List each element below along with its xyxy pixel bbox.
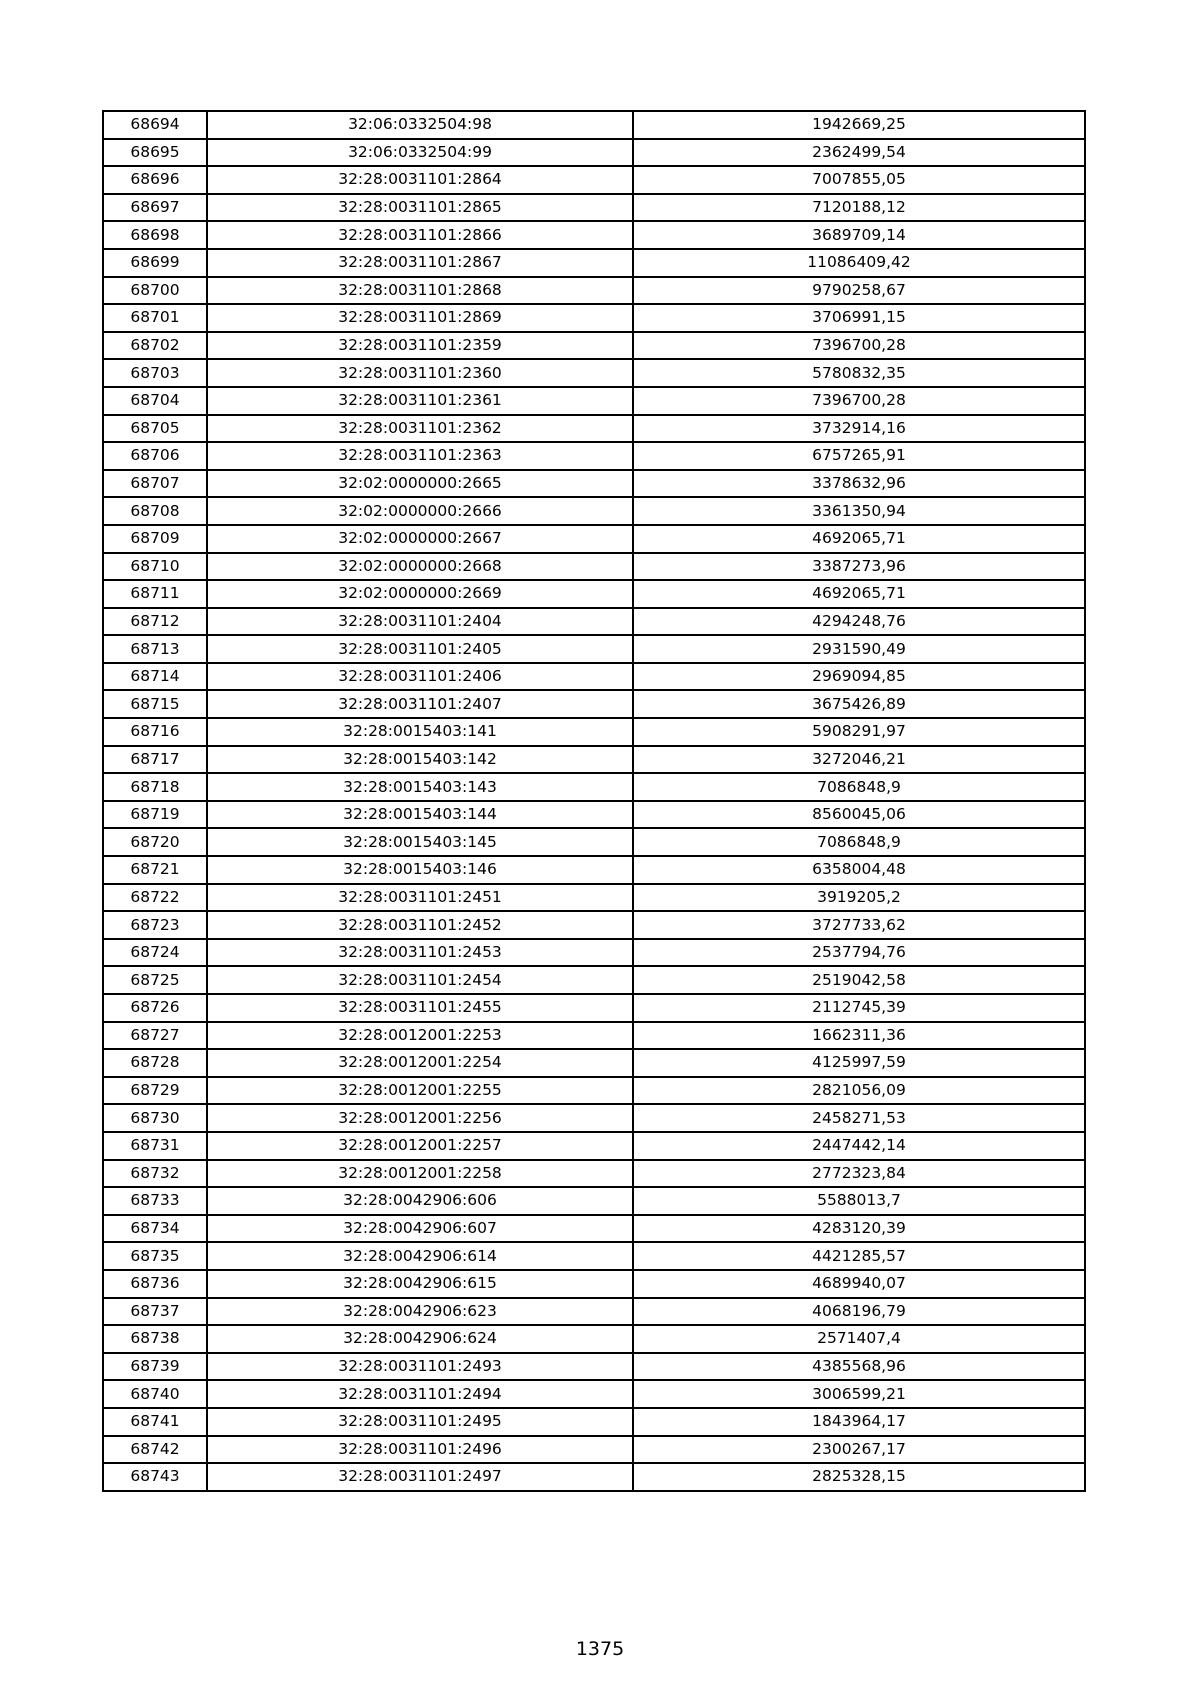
row-number-cell: 68720 <box>103 828 207 856</box>
table-row <box>103 1380 1085 1408</box>
cadastral-value-cell: 3706991,15 <box>633 304 1085 332</box>
cadastral-number-cell: 32:28:0042906:623 <box>207 1298 633 1326</box>
row-number-cell: 68710 <box>103 553 207 581</box>
cadastral-number-cell: 32:28:0042906:624 <box>207 1325 633 1353</box>
cadastral-number-cell: 32:28:0015403:145 <box>207 828 633 856</box>
row-number-cell: 68719 <box>103 801 207 829</box>
row-number-cell: 68712 <box>103 608 207 636</box>
table-row <box>103 553 1085 581</box>
cadastral-number-cell: 32:02:0000000:2669 <box>207 580 633 608</box>
cadastral-number-cell: 32:28:0031101:2407 <box>207 690 633 718</box>
cadastral-value-cell: 4689940,07 <box>633 1270 1085 1298</box>
cadastral-value-cell: 4068196,79 <box>633 1298 1085 1326</box>
table-row <box>103 1270 1085 1298</box>
cadastral-value-cell: 2519042,58 <box>633 966 1085 994</box>
cadastral-value-cell: 4283120,39 <box>633 1215 1085 1243</box>
cadastral-number-cell: 32:28:0012001:2254 <box>207 1049 633 1077</box>
cadastral-number-cell: 32:28:0031101:2494 <box>207 1380 633 1408</box>
row-number-cell: 68703 <box>103 359 207 387</box>
cadastral-value-cell: 5780832,35 <box>633 359 1085 387</box>
cadastral-value-cell: 11086409,42 <box>633 249 1085 277</box>
table-row <box>103 663 1085 691</box>
cadastral-value-cell: 3361350,94 <box>633 497 1085 525</box>
cadastral-number-cell: 32:28:0031101:2495 <box>207 1408 633 1436</box>
cadastral-value-cell: 3378632,96 <box>633 470 1085 498</box>
table-row <box>103 1325 1085 1353</box>
cadastral-number-cell: 32:28:0031101:2452 <box>207 911 633 939</box>
cadastral-number-cell: 32:28:0031101:2363 <box>207 442 633 470</box>
table-row <box>103 221 1085 249</box>
table-row <box>103 525 1085 553</box>
table-row <box>103 111 1085 139</box>
row-number-cell: 68716 <box>103 718 207 746</box>
cadastral-value-cell: 2931590,49 <box>633 635 1085 663</box>
row-number-cell: 68733 <box>103 1187 207 1215</box>
cadastral-value-cell: 9790258,67 <box>633 277 1085 305</box>
cadastral-number-cell: 32:02:0000000:2668 <box>207 553 633 581</box>
table-row <box>103 1022 1085 1050</box>
row-number-cell: 68706 <box>103 442 207 470</box>
cadastral-value-cell: 7120188,12 <box>633 194 1085 222</box>
cadastral-value-cell: 3006599,21 <box>633 1380 1085 1408</box>
table-row <box>103 1215 1085 1243</box>
cadastral-number-cell: 32:28:0031101:2869 <box>207 304 633 332</box>
cadastral-number-cell: 32:28:0012001:2256 <box>207 1104 633 1132</box>
cadastral-number-cell: 32:02:0000000:2667 <box>207 525 633 553</box>
row-number-cell: 68699 <box>103 249 207 277</box>
cadastral-value-cell: 2825328,15 <box>633 1463 1085 1491</box>
cadastral-value-cell: 4692065,71 <box>633 525 1085 553</box>
cadastral-value-cell: 7396700,28 <box>633 332 1085 360</box>
row-number-cell: 68739 <box>103 1353 207 1381</box>
cadastral-value-cell: 3919205,2 <box>633 884 1085 912</box>
cadastral-value-cell: 2537794,76 <box>633 939 1085 967</box>
cadastral-value-cell: 5588013,7 <box>633 1187 1085 1215</box>
table-row <box>103 635 1085 663</box>
table-row <box>103 773 1085 801</box>
cadastral-number-cell: 32:28:0042906:614 <box>207 1242 633 1270</box>
cadastral-value-cell: 4692065,71 <box>633 580 1085 608</box>
cadastral-number-cell: 32:02:0000000:2665 <box>207 470 633 498</box>
table-row <box>103 332 1085 360</box>
row-number-cell: 68702 <box>103 332 207 360</box>
cadastral-value-cell: 2772323,84 <box>633 1160 1085 1188</box>
cadastral-number-cell: 32:28:0031101:2361 <box>207 387 633 415</box>
row-number-cell: 68722 <box>103 884 207 912</box>
table-row <box>103 939 1085 967</box>
row-number-cell: 68734 <box>103 1215 207 1243</box>
table-row <box>103 718 1085 746</box>
row-number-cell: 68714 <box>103 663 207 691</box>
cadastral-value-cell: 2821056,09 <box>633 1077 1085 1105</box>
row-number-cell: 68711 <box>103 580 207 608</box>
cadastral-number-cell: 32:06:0332504:99 <box>207 139 633 167</box>
table-row <box>103 1463 1085 1491</box>
cadastral-value-cell: 4385568,96 <box>633 1353 1085 1381</box>
cadastral-number-cell: 32:28:0015403:144 <box>207 801 633 829</box>
table-row <box>103 1436 1085 1464</box>
row-number-cell: 68728 <box>103 1049 207 1077</box>
row-number-cell: 68737 <box>103 1298 207 1326</box>
cadastral-value-cell: 3727733,62 <box>633 911 1085 939</box>
row-number-cell: 68741 <box>103 1408 207 1436</box>
row-number-cell: 68729 <box>103 1077 207 1105</box>
table-row <box>103 166 1085 194</box>
table-row <box>103 911 1085 939</box>
cadastral-number-cell: 32:28:0031101:2404 <box>207 608 633 636</box>
cadastral-value-cell: 4125997,59 <box>633 1049 1085 1077</box>
table-row <box>103 1077 1085 1105</box>
row-number-cell: 68724 <box>103 939 207 967</box>
cadastral-value-cell: 2458271,53 <box>633 1104 1085 1132</box>
cadastral-number-cell: 32:28:0031101:2497 <box>207 1463 633 1491</box>
cadastral-value-cell: 4421285,57 <box>633 1242 1085 1270</box>
cadastral-number-cell: 32:28:0031101:2406 <box>207 663 633 691</box>
cadastral-number-cell: 32:28:0015403:142 <box>207 746 633 774</box>
table-row <box>103 966 1085 994</box>
cadastral-value-cell: 3732914,16 <box>633 415 1085 443</box>
cadastral-number-cell: 32:28:0015403:143 <box>207 773 633 801</box>
cadastral-value-cell: 2300267,17 <box>633 1436 1085 1464</box>
table-row <box>103 1242 1085 1270</box>
cadastral-number-cell: 32:28:0031101:2359 <box>207 332 633 360</box>
table-row <box>103 1353 1085 1381</box>
row-number-cell: 68730 <box>103 1104 207 1132</box>
row-number-cell: 68701 <box>103 304 207 332</box>
table-row <box>103 1104 1085 1132</box>
row-number-cell: 68700 <box>103 277 207 305</box>
row-number-cell: 68707 <box>103 470 207 498</box>
table-row <box>103 277 1085 305</box>
cadastral-number-cell: 32:28:0031101:2454 <box>207 966 633 994</box>
row-number-cell: 68696 <box>103 166 207 194</box>
cadastral-number-cell: 32:28:0031101:2866 <box>207 221 633 249</box>
table-row <box>103 1049 1085 1077</box>
cadastral-value-cell: 2112745,39 <box>633 994 1085 1022</box>
cadastral-number-cell: 32:28:0012001:2258 <box>207 1160 633 1188</box>
cadastral-number-cell: 32:28:0015403:141 <box>207 718 633 746</box>
table-row <box>103 994 1085 1022</box>
cadastral-number-cell: 32:28:0031101:2493 <box>207 1353 633 1381</box>
table-body <box>103 111 1085 1491</box>
row-number-cell: 68731 <box>103 1132 207 1160</box>
cadastral-value-cell: 8560045,06 <box>633 801 1085 829</box>
table-row <box>103 359 1085 387</box>
cadastral-number-cell: 32:28:0012001:2255 <box>207 1077 633 1105</box>
row-number-cell: 68732 <box>103 1160 207 1188</box>
cadastral-number-cell: 32:02:0000000:2666 <box>207 497 633 525</box>
row-number-cell: 68697 <box>103 194 207 222</box>
row-number-cell: 68717 <box>103 746 207 774</box>
cadastral-value-cell: 2969094,85 <box>633 663 1085 691</box>
table-row <box>103 828 1085 856</box>
row-number-cell: 68736 <box>103 1270 207 1298</box>
cadastral-value-cell: 3675426,89 <box>633 690 1085 718</box>
row-number-cell: 68742 <box>103 1436 207 1464</box>
table-row <box>103 1160 1085 1188</box>
row-number-cell: 68704 <box>103 387 207 415</box>
cadastral-number-cell: 32:28:0031101:2865 <box>207 194 633 222</box>
cadastral-number-cell: 32:28:0042906:615 <box>207 1270 633 1298</box>
table-row <box>103 415 1085 443</box>
cadastral-value-cell: 5908291,97 <box>633 718 1085 746</box>
row-number-cell: 68694 <box>103 111 207 139</box>
table-row <box>103 856 1085 884</box>
table-row <box>103 194 1085 222</box>
row-number-cell: 68743 <box>103 1463 207 1491</box>
page-number: 1375 <box>575 1638 625 1660</box>
cadastral-number-cell: 32:28:0031101:2453 <box>207 939 633 967</box>
cadastral-value-cell: 7007855,05 <box>633 166 1085 194</box>
table-row <box>103 580 1085 608</box>
cadastral-number-cell: 32:28:0012001:2253 <box>207 1022 633 1050</box>
cadastral-number-cell: 32:06:0332504:98 <box>207 111 633 139</box>
cadastral-value-cell: 3387273,96 <box>633 553 1085 581</box>
cadastral-value-cell: 7086848,9 <box>633 773 1085 801</box>
cadastral-value-cell: 4294248,76 <box>633 608 1085 636</box>
cadastral-number-cell: 32:28:0042906:607 <box>207 1215 633 1243</box>
cadastral-number-cell: 32:28:0012001:2257 <box>207 1132 633 1160</box>
cadastral-value-cell: 1843964,17 <box>633 1408 1085 1436</box>
row-number-cell: 68721 <box>103 856 207 884</box>
row-number-cell: 68715 <box>103 690 207 718</box>
table-row <box>103 470 1085 498</box>
cadastral-number-cell: 32:28:0031101:2362 <box>207 415 633 443</box>
cadastral-value-cell: 2447442,14 <box>633 1132 1085 1160</box>
row-number-cell: 68740 <box>103 1380 207 1408</box>
row-number-cell: 68725 <box>103 966 207 994</box>
cadastral-value-cell: 3689709,14 <box>633 221 1085 249</box>
table-row <box>103 1187 1085 1215</box>
cadastral-value-cell: 3272046,21 <box>633 746 1085 774</box>
table-row <box>103 442 1085 470</box>
table-row <box>103 1132 1085 1160</box>
row-number-cell: 68738 <box>103 1325 207 1353</box>
cadastral-value-cell: 7396700,28 <box>633 387 1085 415</box>
table-row <box>103 304 1085 332</box>
cadastral-number-cell: 32:28:0042906:606 <box>207 1187 633 1215</box>
cadastral-value-cell: 6757265,91 <box>633 442 1085 470</box>
cadastral-number-cell: 32:28:0031101:2868 <box>207 277 633 305</box>
cadastral-number-cell: 32:28:0031101:2867 <box>207 249 633 277</box>
row-number-cell: 68726 <box>103 994 207 1022</box>
row-number-cell: 68718 <box>103 773 207 801</box>
cadastral-number-cell: 32:28:0031101:2405 <box>207 635 633 663</box>
table-row <box>103 690 1085 718</box>
cadastral-number-cell: 32:28:0015403:146 <box>207 856 633 884</box>
cadastral-value-cell: 2362499,54 <box>633 139 1085 167</box>
table-row <box>103 801 1085 829</box>
table-row <box>103 608 1085 636</box>
cadastral-number-cell: 32:28:0031101:2496 <box>207 1436 633 1464</box>
table-row <box>103 1408 1085 1436</box>
row-number-cell: 68709 <box>103 525 207 553</box>
table-row <box>103 746 1085 774</box>
cadastral-value-cell: 1942669,25 <box>633 111 1085 139</box>
cadastral-value-table <box>102 110 1086 1492</box>
row-number-cell: 68727 <box>103 1022 207 1050</box>
row-number-cell: 68698 <box>103 221 207 249</box>
table-row <box>103 497 1085 525</box>
cadastral-number-cell: 32:28:0031101:2360 <box>207 359 633 387</box>
cadastral-value-cell: 1662311,36 <box>633 1022 1085 1050</box>
cadastral-number-cell: 32:28:0031101:2451 <box>207 884 633 912</box>
cadastral-number-cell: 32:28:0031101:2455 <box>207 994 633 1022</box>
table-row <box>103 249 1085 277</box>
table-row <box>103 1298 1085 1326</box>
row-number-cell: 68713 <box>103 635 207 663</box>
cadastral-value-cell: 7086848,9 <box>633 828 1085 856</box>
row-number-cell: 68723 <box>103 911 207 939</box>
row-number-cell: 68708 <box>103 497 207 525</box>
cadastral-value-cell: 2571407,4 <box>633 1325 1085 1353</box>
row-number-cell: 68705 <box>103 415 207 443</box>
cadastral-value-cell: 6358004,48 <box>633 856 1085 884</box>
row-number-cell: 68735 <box>103 1242 207 1270</box>
table-row <box>103 387 1085 415</box>
row-number-cell: 68695 <box>103 139 207 167</box>
table-row <box>103 139 1085 167</box>
cadastral-number-cell: 32:28:0031101:2864 <box>207 166 633 194</box>
table-row <box>103 884 1085 912</box>
